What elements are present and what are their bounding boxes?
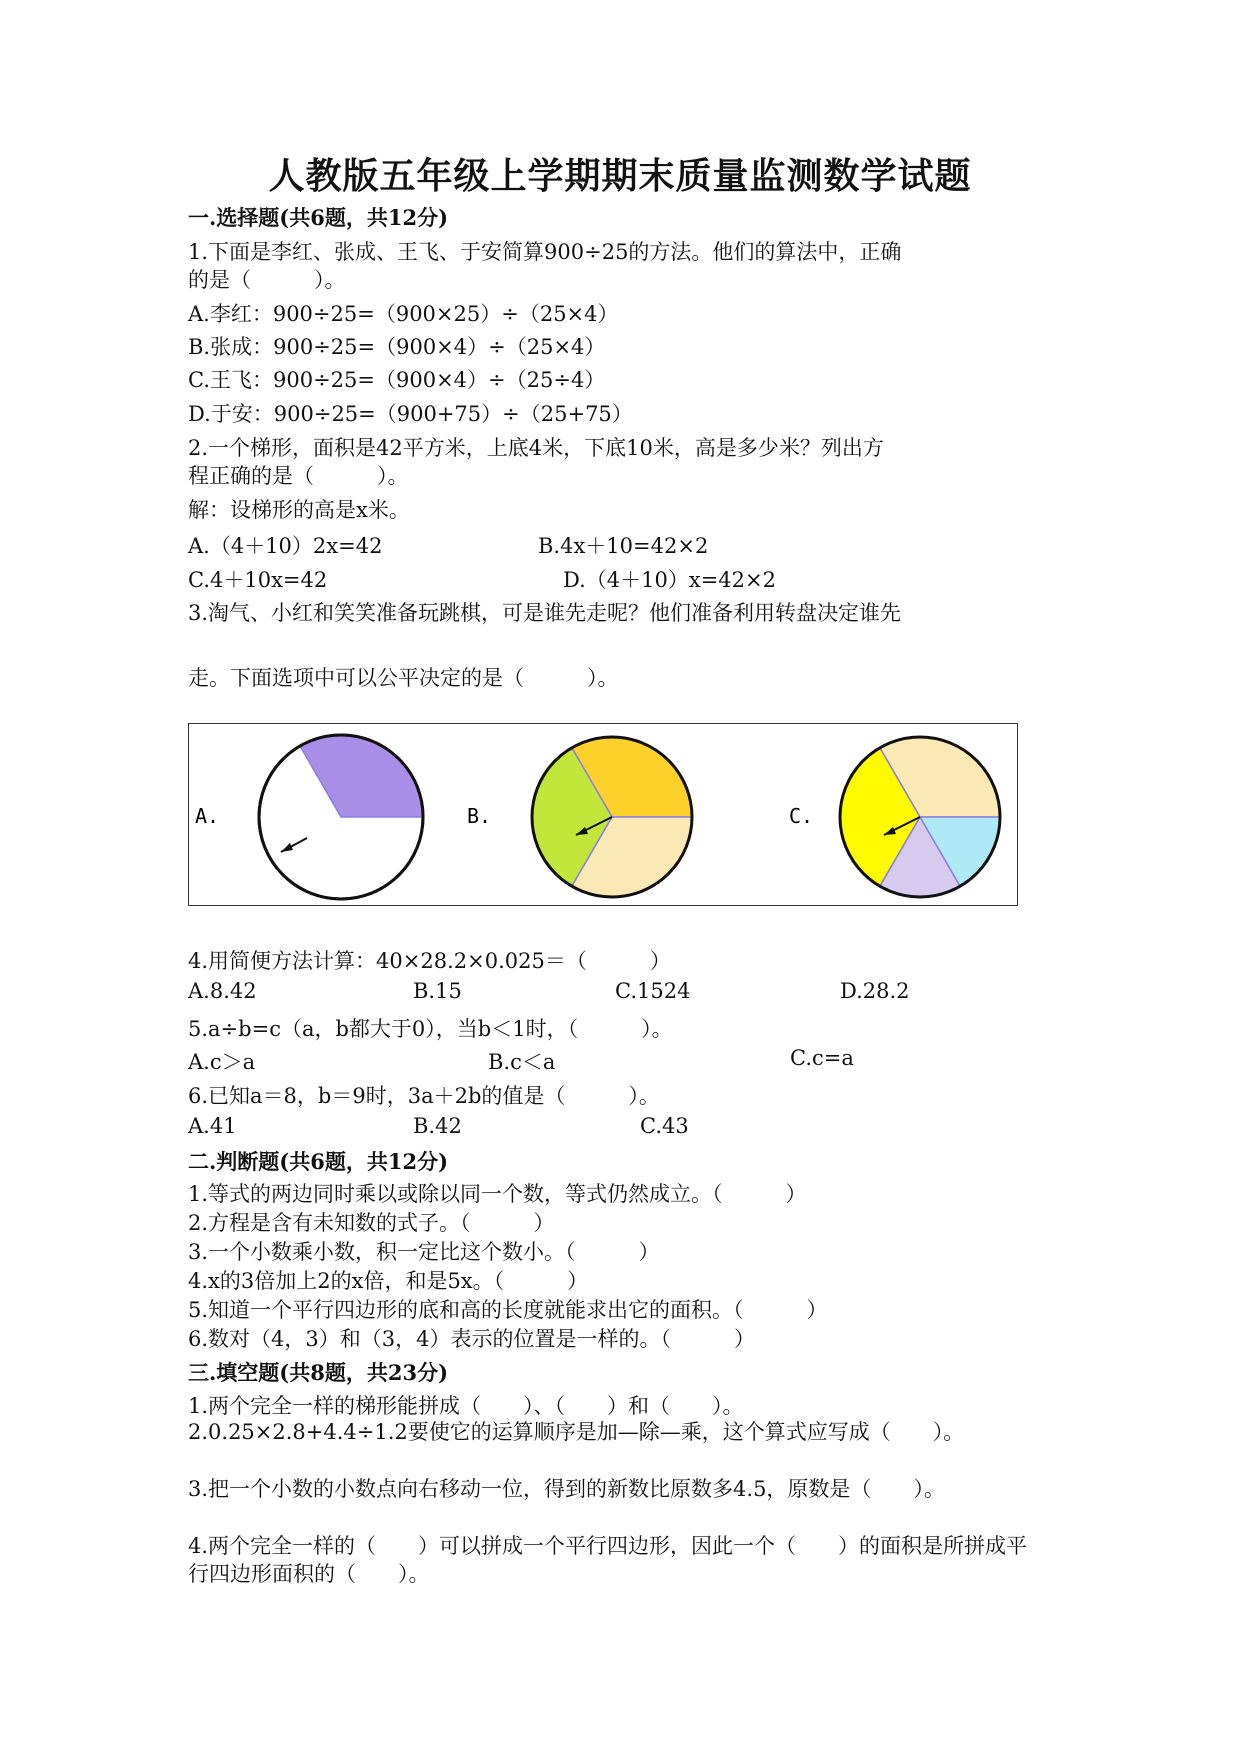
q1-option-b: B.张成：900÷25=（900×4）÷（25×4） [188, 335, 606, 359]
q3-stem-line1: 3.淘气、小红和笑笑准备玩跳棋，可是谁先走呢？他们准备利用转盘决定谁先 [188, 601, 902, 625]
judge-item: 1.等式的两边同时乘以或除以同一个数，等式仍然成立。（ ） [188, 1182, 807, 1206]
fill-item-3: 3.把一个小数的小数点向右移动一位，得到的新数比原数多4.5，原数是（ ）。 [188, 1477, 945, 1501]
spinner-a [195, 735, 423, 899]
q1-option-d: D.于安：900÷25=（900+75）÷（25+75） [188, 402, 633, 426]
q3-stem-line2: 走。下面选项中可以公平决定的是（ ）。 [188, 666, 619, 690]
q2-option-a: A.（4＋10）2x=42 [188, 534, 383, 558]
q4-stem: 4.用简便方法计算：40×28.2×0.025＝（ ） [188, 949, 671, 973]
q6-stem: 6.已知a＝8，b＝9时，3a＋2b的值是（ ）。 [188, 1084, 660, 1108]
spinner-b-label: B. [467, 804, 492, 828]
spinner-svg [189, 724, 1019, 907]
q2-option-c: C.4＋10x=42 [188, 568, 328, 592]
fill-item-4: 4.两个完全一样的（ ）可以拼成一个平行四边形，因此一个（ ）的面积是所拼成平行四边形面积的（ ）。 [188, 1534, 1028, 1586]
spinner-a-label: A. [195, 804, 220, 828]
fill-item-1: 1.两个完全一样的梯形能拼成（ ）、（ ）和（ ）。 [188, 1394, 744, 1418]
q1-stem-line1: 1.下面是李红、张成、王飞、于安简算900÷25的方法。他们的算法中，正确 [188, 240, 902, 264]
judge-item: 2.方程是含有未知数的式子。（ ） [188, 1211, 555, 1235]
q1-option-c: C.王飞：900÷25=（900×4）÷（25÷4） [188, 368, 606, 392]
judge-item: 5.知道一个平行四边形的底和高的长度就能求出它的面积。（ ） [188, 1298, 828, 1322]
q4-option-d: D.28.2 [840, 979, 910, 1003]
exam-title: 人教版五年级上学期期末质量监测数学试题 [268, 155, 972, 197]
q5-option-c: C.c=a [790, 1046, 854, 1070]
q2-stem-line2: 程正确的是（ ）。 [188, 464, 409, 488]
q6-option-b: B.42 [413, 1114, 462, 1138]
judge-item: 6.数对（4，3）和（3，4）表示的位置是一样的。（ ） [188, 1327, 755, 1351]
q1-stem-line2: 的是（ ）。 [188, 268, 346, 292]
q2-stem-line1: 2.一个梯形，面积是42平方米，上底4米，下底10米，高是多少米？列出方 [188, 436, 884, 460]
q5-option-a: A.c＞a [188, 1050, 256, 1074]
q5-stem: 5.a÷b=c（a，b都大于0），当b＜1时，（ ）。 [188, 1017, 673, 1041]
q2-solution-line: 解：设梯形的高是x米。 [188, 498, 410, 522]
q6-option-a: A.41 [188, 1114, 237, 1138]
q4-option-a: A.8.42 [188, 979, 257, 1003]
section-2-heading: 二.判断题(共6题，共12分) [188, 1149, 449, 1174]
q2-option-d: D.（4＋10）x=42×2 [563, 568, 776, 592]
q5-option-b: B.c＜a [488, 1050, 556, 1074]
spinner-b [467, 737, 692, 897]
q1-option-a: A.李红：900÷25=（900×25）÷（25×4） [188, 302, 619, 326]
q2-option-b: B.4x＋10=42×2 [538, 534, 709, 558]
q6-option-c: C.43 [640, 1114, 689, 1138]
section-3-heading: 三.填空题(共8题，共23分) [188, 1360, 449, 1385]
judge-item: 3.一个小数乘小数，积一定比这个数小。（ ） [188, 1240, 660, 1264]
q4-option-b: B.15 [413, 979, 462, 1003]
fill-item-2: 2.0.25×2.8+4.4÷1.2要使它的运算顺序是加—除—乘，这个算式应写成（ ）。 [188, 1420, 965, 1444]
spinner-c-label: C. [789, 804, 814, 828]
section-1-heading: 一.选择题(共6题，共12分) [188, 205, 449, 230]
q4-option-c: C.1524 [615, 979, 691, 1003]
spinner-c [789, 737, 1000, 897]
judge-item: 4.x的3倍加上2的x倍，和是5x。（ ） [188, 1269, 589, 1293]
spinner-figure [188, 723, 1018, 906]
